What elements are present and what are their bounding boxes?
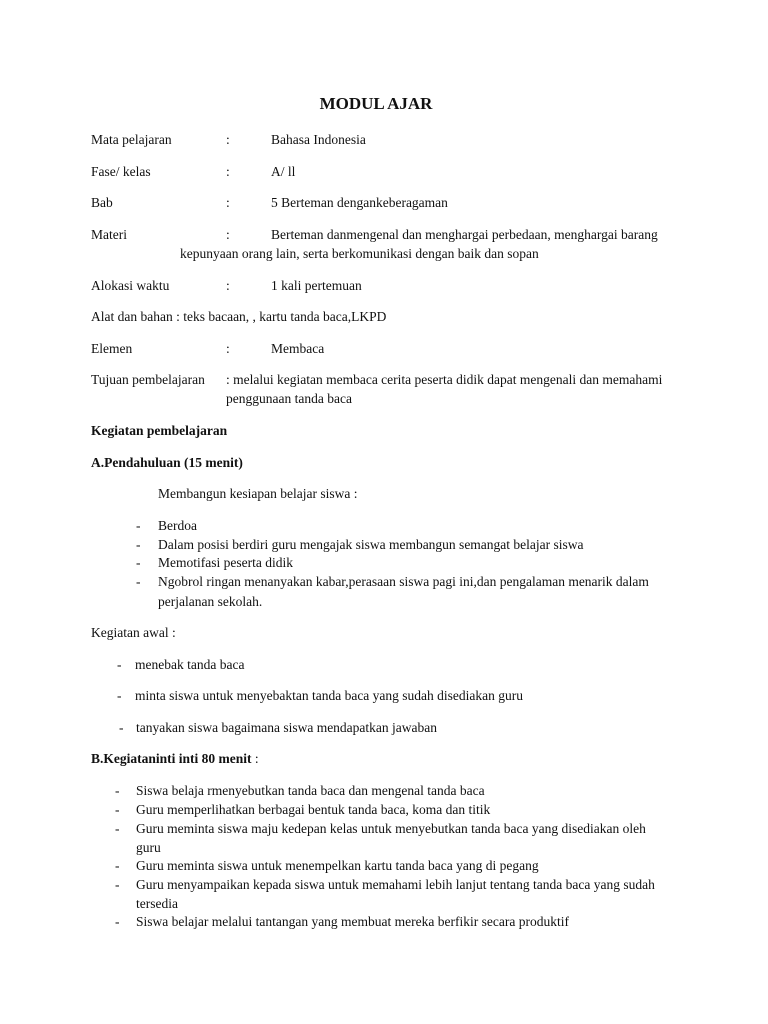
list-item-continuation: tersedia: [136, 896, 178, 911]
list-dash: -: [119, 720, 124, 735]
list-dash: -: [115, 914, 120, 929]
list-item: Siswa belajar melalui tantangan yang membuat mereka berfikir secara produktif: [136, 914, 569, 929]
inti-heading-bold: B.Kegiataninti inti 80 menit: [91, 751, 252, 766]
list-dash: -: [115, 783, 120, 798]
materi-value-line1: Berteman danmengenal dan menghargai perbedaan, menghargai barang: [271, 227, 658, 242]
alokasi-sep: :: [226, 278, 230, 293]
list-dash: -: [117, 688, 122, 703]
fase-value: A/ ll: [271, 164, 296, 179]
materi-value-line2: kepunyaan orang lain, serta berkomunikasi dengan baik dan sopan: [180, 246, 539, 261]
list-item: Guru memperlihatkan berbagai bentuk tanda baca, koma dan titik: [136, 802, 491, 817]
tujuan-value-line1: : melalui kegiatan membaca cerita peserta didik dapat mengenali dan memahami: [226, 372, 663, 387]
alokasi-value: 1 kali pertemuan: [271, 278, 362, 293]
inti-heading-colon: :: [251, 751, 259, 766]
list-dash: -: [115, 858, 120, 873]
pendahuluan-intro: Membangun kesiapan belajar siswa :: [158, 486, 358, 501]
list-dash: -: [136, 555, 141, 570]
alokasi-label: Alokasi waktu: [91, 278, 170, 293]
fase-sep: :: [226, 164, 230, 179]
list-item: minta siswa untuk menyebaktan tanda baca yang sudah disediakan guru: [135, 688, 524, 703]
list-item: Berdoa: [158, 518, 197, 533]
list-dash: -: [136, 537, 141, 552]
list-dash: -: [117, 657, 122, 672]
list-item: menebak tanda baca: [135, 657, 245, 672]
list-item: Memotifasi peserta didik: [158, 555, 293, 570]
list-dash: -: [115, 821, 120, 836]
mapel-sep: :: [226, 132, 230, 147]
mapel-value: Bahasa Indonesia: [271, 132, 366, 147]
tujuan-label: Tujuan pembelajaran: [91, 372, 205, 387]
bab-sep: :: [226, 195, 230, 210]
page-title: MODUL AJAR: [319, 94, 433, 113]
mapel-label: Mata pelajaran: [91, 132, 172, 147]
list-item: Ngobrol ringan menanyakan kabar,perasaan siswa pagi ini,dan pengalaman menarik dalam: [158, 574, 649, 589]
inti-heading: [91, 749, 259, 768]
materi-label: Materi: [91, 227, 127, 242]
fase-label: Fase/ kelas: [91, 164, 151, 179]
list-dash: -: [136, 574, 141, 589]
list-item: tanyakan siswa bagaimana siswa mendapatkan jawaban: [136, 720, 438, 735]
materi-sep: :: [226, 227, 230, 242]
kegiatan-awal-label: Kegiatan awal :: [91, 625, 176, 640]
list-item: Guru menyampaikan kepada siswa untuk memahami lebih lanjut tentang tanda baca yang sudah: [136, 877, 655, 892]
list-item: Guru meminta siswa untuk menempelkan kartu tanda baca yang di pegang: [136, 858, 539, 873]
kegiatan-heading: Kegiatan pembelajaran: [91, 423, 228, 438]
elemen-label: Elemen: [91, 341, 133, 356]
list-item: Dalam posisi berdiri guru mengajak siswa membangun semangat belajar siswa: [158, 537, 584, 552]
list-dash: -: [115, 802, 120, 817]
list-item-continuation: perjalanan sekolah.: [158, 594, 263, 609]
elemen-value: Membaca: [271, 341, 325, 356]
list-item-continuation: guru: [136, 840, 161, 855]
list-item: Siswa belaja rmenyebutkan tanda baca dan mengenal tanda baca: [136, 783, 485, 798]
tujuan-value-line2: penggunaan tanda baca: [226, 391, 352, 406]
list-dash: -: [115, 877, 120, 892]
bab-value: 5 Berteman dengankeberagaman: [271, 195, 448, 210]
alat-line: Alat dan bahan : teks bacaan, , kartu tanda baca,LKPD: [91, 309, 387, 324]
pendahuluan-heading: A.Pendahuluan (15 menit): [91, 455, 243, 470]
elemen-sep: :: [226, 341, 230, 356]
bab-label: Bab: [91, 195, 113, 210]
list-item: Guru meminta siswa maju kedepan kelas untuk menyebutkan tanda baca yang disediakan oleh: [136, 821, 646, 836]
list-dash: -: [136, 518, 141, 533]
